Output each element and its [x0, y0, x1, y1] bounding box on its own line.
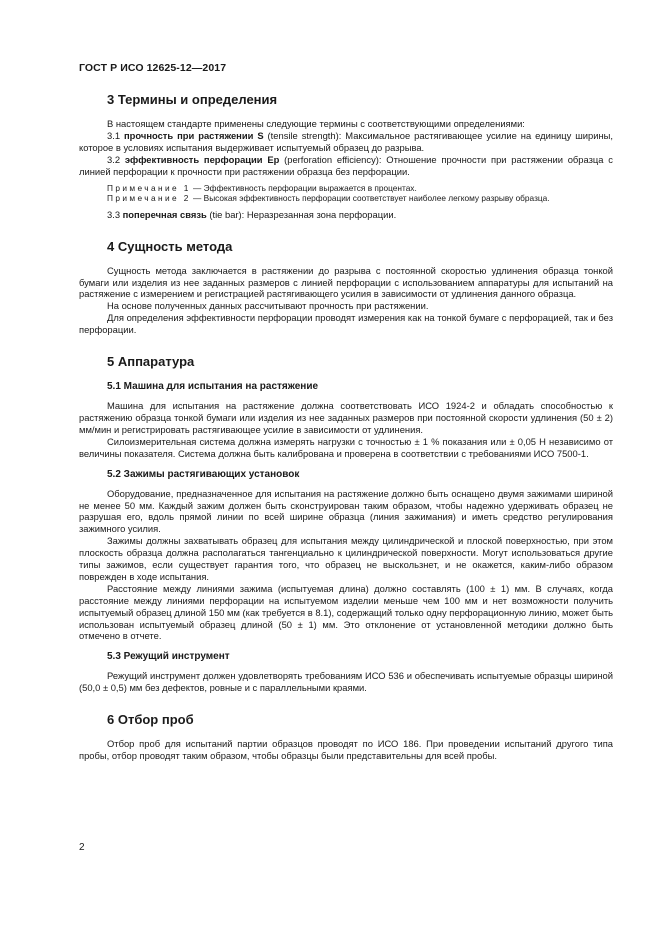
section-6-paragraph: Отбор проб для испытаний партии образцов проводят по ИСО 186. При проведении испытаний другого типа пробы, отбор проводят таким образом, чтобы образцы были представительны для всей пробы.	[79, 738, 613, 762]
section-4-paragraph: На основе полученных данных рассчитывают прочность при растяжении.	[107, 300, 429, 312]
section-3-title: 3 Термины и определения	[107, 92, 278, 107]
note-2: Примечание 2 — Высокая эффективность перфорации соответствует наиболее легкому разрыву образца.	[107, 193, 550, 204]
document-header: ГОСТ Р ИСО 12625-12—2017	[79, 62, 227, 74]
term-3-1-name: прочность при растяжении S	[124, 129, 264, 141]
term-3-3-name: поперечная связь	[122, 208, 207, 220]
section-6-title: 6 Отбор проб	[107, 712, 194, 728]
section-5-2-paragraph: Оборудование, предназначенное для испытания на растяжение должно быть оснащено двумя зажимами шириной не менее 50 мм. Каждый зажим должен быть сконструирован таким образом, чтобы надежно удерживать образец не разрушая его, вдоль прямой линии по всей ширине образца (линия зажимания) и иметь средство регулирования зажимного усилия.	[79, 487, 613, 535]
section-5-2-paragraph: Расстояние между линиями зажима (испытуемая длина) должно составлять (100 ± 1) мм. В случаях, когда расстояние между линиями перфорации на испытуемом изделии меньше чем 100 мм и нет возможности получить испытуемый образец длиной 150 мм (как требуется в 8.1), содержащий только одну перфорационную линию, может быть использован испытуемый образец длиной (50 ± 1) мм. Это отклонение от установленной методики должно быть отмечено в отчете.	[79, 582, 613, 642]
term-3-2-name: эффективность перфорации Ep	[124, 153, 280, 165]
section-5-3-paragraph: Режущий инструмент должен удовлетворять требованиям ИСО 536 и обеспечивать испытуемые образцы шириной (50,0 ± 0,5) мм без дефектов, ровные и с параллельными краями.	[79, 670, 613, 694]
term-3-3: 3.3 поперечная связь (tie bar): Неразрезанная зона перфорации.	[107, 208, 397, 220]
subsection-5-1-title: 5.1 Машина для испытания на растяжение	[107, 381, 319, 393]
term-3-1: 3.1 прочность при растяжении S (tensile strength): Максимальное растягивающее усилие на единицу ширины, которое в условиях испытания выдерживает испытуемый образец до разрыва.	[79, 129, 613, 153]
subsection-5-3-title: 5.3 Режущий инструмент	[107, 651, 230, 663]
section-3-intro: В настоящем стандарте применены следующие термины с соответствующими определениями:	[107, 118, 525, 129]
subsection-5-2-title: 5.2 Зажимы растягивающих установок	[107, 468, 300, 480]
term-3-2: 3.2 эффективность перфорации Ep (perforation efficiency): Отношение прочности при растяжении образца с линией перфорации к прочности при растяжении образца без перфорации.	[79, 153, 613, 177]
note-1: Примечание 1 — Эффективность перфорации выражается в процентах.	[107, 182, 417, 193]
page-number: 2	[79, 842, 85, 853]
section-4-paragraph: Сущность метода заключается в растяжении до разрыва с постоянной скоростью удлинения образца тонкой бумаги или изделия из нее заданных размеров с линией перфорации с использованием аппаратуры для испытаний на растяжение с измерением и регистрацией растягивающего усилия в зависимости от удлинения данного образца.	[79, 264, 613, 300]
section-5-1-paragraph: Силоизмерительная система должна измерять нагрузки с точностью ± 1 % показания или ± 0,05 Н независимо от величины показателя. Система должна быть калибрована и проверена в соответствии с требованиями ИСО 7500-1.	[79, 435, 613, 459]
section-4-paragraph: Для определения эффективности перфорации проводят измерения как на тонкой бумаге с перфорацией, так и без перфорации.	[79, 312, 613, 336]
section-5-2-paragraph: Зажимы должны захватывать образец для испытания между цилиндрической и плоской поверхностью, при этом плоскость образца должна располагаться тангенциально к цилиндрической поверхности. Могут использоваться другие типы зажимов, если существует гарантия того, что образец не выскользнет, и не окажется, каким-либо образом поврежден в ходе испытания.	[79, 535, 613, 582]
section-5-1-paragraph: Машина для испытания на растяжение должна соответствовать ИСО 1924-2 и обладать способностью к растяжению образца тонкой бумаги или изделия из нее заданных размеров при постоянной скорости удлинения (50 ± 2) мм/мин и регистрировать растягивающее усилие в зависимости от удлинения.	[79, 400, 613, 435]
document-body	[79, 92, 613, 762]
section-5-title: 5 Аппаратура	[107, 354, 195, 370]
section-4-title: 4 Сущность метода	[107, 238, 233, 254]
